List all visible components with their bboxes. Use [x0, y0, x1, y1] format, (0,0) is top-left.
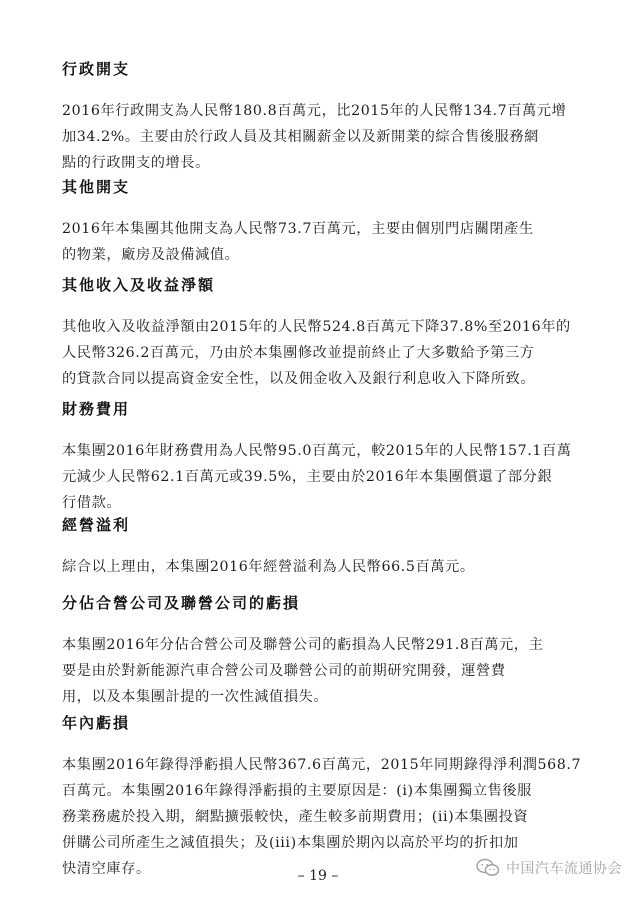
section-share-of-losses — [62, 592, 582, 710]
section-paragraph — [62, 554, 582, 580]
paragraph-line: 本集團2016年財務費用為人民幣95.0百萬元，較2015年的人民幣157.1百萬 — [62, 443, 572, 459]
paragraph-line: 本集團2016年錄得淨虧損人民幣367.6百萬元，2015年同期錄得淨利潤568.7 — [62, 757, 582, 773]
section-paragraph — [62, 98, 582, 176]
paragraph-line: 點的行政開支的增長。 — [62, 155, 210, 171]
section-other-income — [62, 274, 582, 392]
paragraph-line: 2016年行政開支為人民幣180.8百萬元，比2015年的人民幣134.7百萬元增 — [62, 103, 567, 119]
watermark — [476, 858, 622, 878]
section-heading: 其他開支 — [62, 178, 131, 196]
paragraph-line: 併購公司所產生之減值損失；及(iii)本集團於期內以高於平均的折扣加 — [62, 835, 519, 851]
paragraph-line: 的物業，廠房及設備減值。 — [62, 247, 240, 263]
paragraph-line: 要是由於對新能源汽車合營公司及聯營公司的前期研究開發，運營費 — [62, 663, 506, 679]
section-operating-profit — [62, 514, 582, 580]
paragraph-line: 的貸款合同以提高資金安全性，以及佣金收入及銀行利息收入下降所致。 — [62, 371, 536, 387]
section-paragraph — [62, 314, 582, 392]
section-heading: 其他收入及收益淨額 — [62, 276, 216, 294]
section-heading: 財務費用 — [62, 400, 131, 418]
paragraph-line: 百萬元。本集團2016年錄得淨虧損的主要原因是：(i)本集團獨立售後服 — [62, 783, 532, 799]
watermark-text: 中国汽车流通协会 — [506, 861, 622, 877]
section-other-expenses — [62, 176, 582, 268]
paragraph-line: 用，以及本集團計提的一次性減值損失。 — [62, 689, 329, 705]
page-number: – 19 – — [297, 868, 339, 884]
section-heading: 分佔合營公司及聯營公司的虧損 — [62, 594, 301, 612]
section-heading: 年內虧損 — [62, 714, 131, 732]
paragraph-line: 其他收入及收益淨額由2015年的人民幣524.8百萬元下降37.8%至2016年的 — [62, 319, 571, 335]
paragraph-line: 綜合以上理由，本集團2016年經營溢利為人民幣66.5百萬元。 — [62, 559, 475, 575]
wechat-icon — [476, 858, 500, 878]
section-admin-expenses — [62, 58, 582, 176]
paragraph-line: 2016年本集團其他開支為人民幣73.7百萬元，主要由個別門店關閉產生 — [62, 221, 534, 237]
paragraph-line: 本集團2016年分佔合營公司及聯營公司的虧損為人民幣291.8百萬元，主 — [62, 637, 544, 653]
section-loss-for-year — [62, 712, 582, 882]
section-heading: 經營溢利 — [62, 516, 131, 534]
section-heading: 行政開支 — [62, 60, 131, 78]
paragraph-line: 元減少人民幣62.1百萬元或39.5%，主要由於2016年本集團償還了部分銀 — [62, 469, 553, 485]
paragraph-line: 行借款。 — [62, 495, 122, 511]
section-paragraph — [62, 632, 582, 710]
section-paragraph — [62, 216, 582, 268]
paragraph-line: 務業務處於投入期，網點擴張較快，產生較多前期費用；(ii)本集團投資 — [62, 809, 529, 825]
paragraph-line: 人民幣326.2百萬元，乃由於本集團修改並提前終止了大多數給予第三方 — [62, 345, 535, 361]
section-finance-costs — [62, 398, 582, 516]
paragraph-line: 加34.2%。主要由於行政人員及其相關薪金以及新開業的綜合售後服務網 — [62, 129, 539, 145]
section-paragraph — [62, 438, 582, 516]
paragraph-line: 快清空庫存。 — [62, 861, 151, 877]
